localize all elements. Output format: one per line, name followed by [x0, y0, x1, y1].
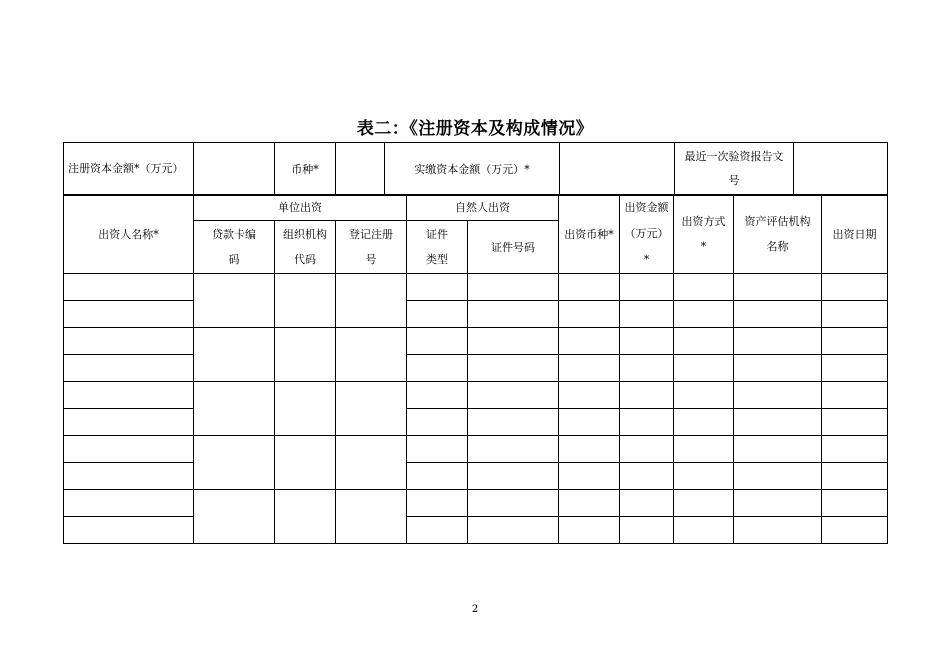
header-method: 出资方式*	[674, 195, 734, 274]
currency-cell[interactable]	[559, 436, 620, 463]
table-row	[64, 382, 888, 409]
amount-cell[interactable]	[620, 355, 674, 382]
table-row	[64, 409, 888, 436]
id-type-cell[interactable]	[407, 328, 468, 355]
currency-cell[interactable]	[559, 355, 620, 382]
currency-cell[interactable]	[559, 490, 620, 517]
id-number-cell[interactable]	[468, 328, 559, 355]
currency-label: 币种*	[275, 143, 336, 196]
id-number-cell[interactable]	[468, 409, 559, 436]
id-type-cell[interactable]	[407, 463, 468, 490]
amount-cell[interactable]	[620, 409, 674, 436]
appraisal-org-cell[interactable]	[734, 463, 822, 490]
paid-capital-value[interactable]	[560, 143, 675, 196]
table-row	[64, 355, 888, 382]
loan-card-cell[interactable]	[194, 274, 275, 328]
appraisal-org-cell[interactable]	[734, 436, 822, 463]
header-entity-investment: 单位出资	[194, 195, 407, 221]
header-appraisal-org: 资产评估机构名称	[734, 195, 822, 274]
amount-cell[interactable]	[620, 517, 674, 544]
currency-cell[interactable]	[559, 301, 620, 328]
appraisal-org-cell[interactable]	[734, 490, 822, 517]
table-row	[64, 274, 888, 301]
method-cell[interactable]	[674, 436, 734, 463]
org-code-cell[interactable]	[275, 274, 336, 328]
currency-cell[interactable]	[559, 274, 620, 301]
id-type-cell[interactable]	[407, 517, 468, 544]
table-row	[64, 490, 888, 517]
loan-card-cell[interactable]	[194, 436, 275, 490]
amount-cell[interactable]	[620, 436, 674, 463]
amount-cell[interactable]	[620, 463, 674, 490]
appraisal-org-cell[interactable]	[734, 274, 822, 301]
reg-number-cell[interactable]	[336, 490, 407, 544]
registered-capital-value[interactable]	[194, 143, 275, 196]
org-code-cell[interactable]	[275, 382, 336, 436]
id-number-cell[interactable]	[468, 301, 559, 328]
investor-name-cell[interactable]	[64, 463, 194, 490]
amount-cell[interactable]	[620, 490, 674, 517]
verification-report-label: 最近一次验资报告文号	[675, 143, 794, 196]
amount-cell[interactable]	[620, 274, 674, 301]
id-type-cell[interactable]	[407, 355, 468, 382]
investor-name-cell[interactable]	[64, 517, 194, 544]
reg-number-cell[interactable]	[336, 436, 407, 490]
id-type-cell[interactable]	[407, 274, 468, 301]
currency-value[interactable]	[336, 143, 385, 196]
date-cell[interactable]	[822, 490, 888, 517]
currency-cell[interactable]	[559, 382, 620, 409]
method-cell[interactable]	[674, 355, 734, 382]
loan-card-cell[interactable]	[194, 490, 275, 544]
id-number-cell[interactable]	[468, 274, 559, 301]
date-cell[interactable]	[822, 517, 888, 544]
investor-name-cell[interactable]	[64, 436, 194, 463]
id-number-cell[interactable]	[468, 517, 559, 544]
table-row	[64, 328, 888, 355]
id-number-cell[interactable]	[468, 463, 559, 490]
currency-cell[interactable]	[559, 463, 620, 490]
investor-name-cell[interactable]	[64, 328, 194, 355]
header-currency: 出资币种*	[559, 195, 620, 274]
method-cell[interactable]	[674, 463, 734, 490]
method-cell[interactable]	[674, 382, 734, 409]
investor-name-cell[interactable]	[64, 355, 194, 382]
header-id-type: 证件类型	[407, 221, 468, 274]
registered-capital-table	[63, 142, 888, 196]
header-loan-card: 贷款卡编码	[194, 221, 275, 274]
table-row	[64, 517, 888, 544]
id-type-cell[interactable]	[407, 382, 468, 409]
method-cell[interactable]	[674, 517, 734, 544]
investor-name-cell[interactable]	[64, 409, 194, 436]
header-investor-name: 出资人名称*	[64, 195, 194, 274]
table-row	[64, 463, 888, 490]
method-cell[interactable]	[674, 409, 734, 436]
table-row	[64, 301, 888, 328]
loan-card-cell[interactable]	[194, 328, 275, 382]
appraisal-org-cell[interactable]	[734, 301, 822, 328]
org-code-cell[interactable]	[275, 490, 336, 544]
currency-cell[interactable]	[559, 409, 620, 436]
investor-name-cell[interactable]	[64, 382, 194, 409]
date-cell[interactable]	[822, 328, 888, 355]
table-row	[64, 436, 888, 463]
appraisal-org-cell[interactable]	[734, 328, 822, 355]
reg-number-cell[interactable]	[336, 274, 407, 328]
amount-cell[interactable]	[620, 328, 674, 355]
verification-report-value[interactable]	[794, 143, 888, 196]
page-title: 表二：《注册资本及构成情况》	[356, 119, 594, 139]
id-number-cell[interactable]	[468, 490, 559, 517]
date-cell[interactable]	[822, 463, 888, 490]
date-cell[interactable]	[822, 274, 888, 301]
reg-number-cell[interactable]	[336, 328, 407, 382]
id-number-cell[interactable]	[468, 355, 559, 382]
investor-name-cell[interactable]	[64, 301, 194, 328]
investor-table	[63, 194, 888, 544]
appraisal-org-cell[interactable]	[734, 409, 822, 436]
amount-cell[interactable]	[620, 382, 674, 409]
appraisal-org-cell[interactable]	[734, 517, 822, 544]
method-cell[interactable]	[674, 328, 734, 355]
currency-cell[interactable]	[559, 328, 620, 355]
id-type-cell[interactable]	[407, 409, 468, 436]
header-date: 出资日期	[822, 195, 888, 274]
id-type-cell[interactable]	[407, 490, 468, 517]
reg-number-cell[interactable]	[336, 382, 407, 436]
date-cell[interactable]	[822, 382, 888, 409]
header-amount: 出资金额（万元）*	[620, 195, 674, 274]
appraisal-org-cell[interactable]	[734, 382, 822, 409]
header-id-number: 证件号码	[468, 221, 559, 274]
amount-cell[interactable]	[620, 301, 674, 328]
org-code-cell[interactable]	[275, 436, 336, 490]
header-natural-person-investment: 自然人出资	[407, 195, 559, 221]
date-cell[interactable]	[822, 355, 888, 382]
id-type-cell[interactable]	[407, 301, 468, 328]
header-org-code: 组织机构代码	[275, 221, 336, 274]
appraisal-org-cell[interactable]	[734, 355, 822, 382]
method-cell[interactable]	[674, 490, 734, 517]
id-number-cell[interactable]	[468, 382, 559, 409]
page-number: 2	[471, 604, 479, 615]
investor-name-cell[interactable]	[64, 490, 194, 517]
date-cell[interactable]	[822, 301, 888, 328]
date-cell[interactable]	[822, 436, 888, 463]
investor-name-cell[interactable]	[64, 274, 194, 301]
currency-cell[interactable]	[559, 517, 620, 544]
org-code-cell[interactable]	[275, 328, 336, 382]
paid-capital-label: 实缴资本金额（万元）*	[385, 143, 560, 196]
id-number-cell[interactable]	[468, 436, 559, 463]
header-reg-number: 登记注册号	[336, 221, 407, 274]
method-cell[interactable]	[674, 301, 734, 328]
date-cell[interactable]	[822, 409, 888, 436]
method-cell[interactable]	[674, 274, 734, 301]
loan-card-cell[interactable]	[194, 382, 275, 436]
id-type-cell[interactable]	[407, 436, 468, 463]
registered-capital-label: 注册资本金额*（万元）	[64, 143, 194, 196]
